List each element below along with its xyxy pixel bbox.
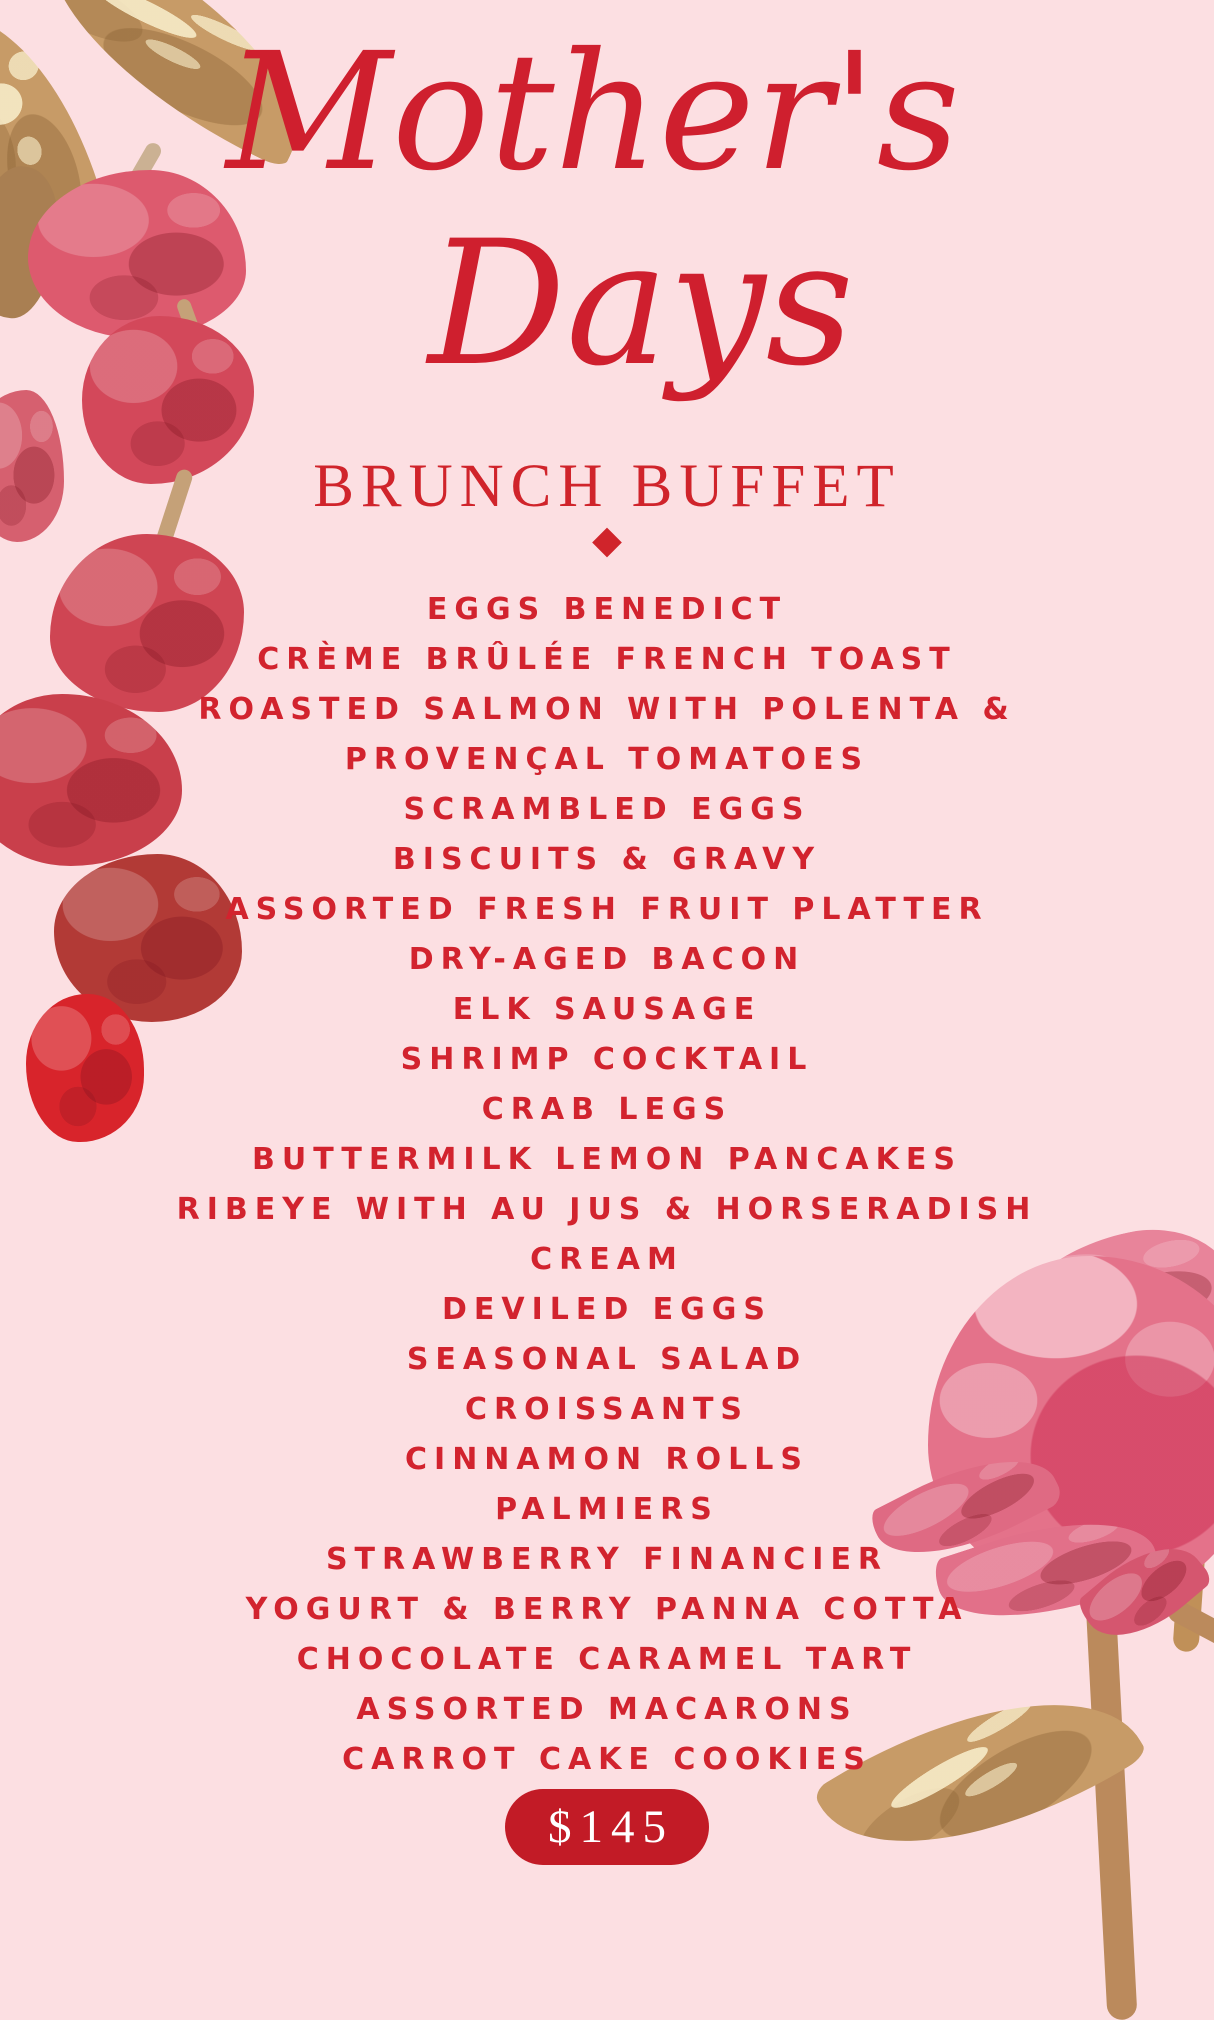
menu-item: DEVILED EGGS xyxy=(441,1292,773,1327)
menu-item: SCRAMBLED EGGS xyxy=(403,792,811,827)
price-badge xyxy=(505,1789,709,1865)
menu-item: EGGS BENEDICT xyxy=(426,592,788,627)
menu-item: BUTTERMILK LEMON PANCAKES xyxy=(252,1142,962,1177)
menu-item: CINNAMON ROLLS xyxy=(405,1442,809,1477)
menu-item: DRY-AGED BACON xyxy=(408,942,806,977)
menu-item: STRAWBERRY FINANCIER xyxy=(325,1542,889,1577)
menu-item: YOGURT & BERRY PANNA COTTA xyxy=(245,1592,969,1627)
menu-item: RIBEYE WITH AU JUS & HORSERADISH CREAM xyxy=(176,1192,1038,1277)
title-script-line1: Mother's xyxy=(226,19,960,207)
menu-list xyxy=(127,585,1087,1785)
menu-item: BISCUITS & GRAVY xyxy=(392,842,822,877)
diamond-divider-icon xyxy=(592,528,622,558)
price-label: $145 xyxy=(548,1801,674,1853)
menu-item: ASSORTED FRESH FRUIT PLATTER xyxy=(225,892,989,927)
menu-item: CRAB LEGS xyxy=(481,1092,733,1127)
menu-item: PALMIERS xyxy=(495,1492,719,1527)
menu-item: CROISSANTS xyxy=(464,1392,750,1427)
title-script-line2: Days xyxy=(428,203,854,404)
menu-item: CHOCOLATE CARAMEL TART xyxy=(296,1642,918,1677)
menu-item: ROASTED SALMON WITH POLENTA & PROVENÇAL TOMATOES xyxy=(198,692,1016,777)
menu-item: SHRIMP COCKTAIL xyxy=(400,1042,814,1077)
menu-item: SEASONAL SALAD xyxy=(406,1342,808,1377)
menu-item: ELK SAUSAGE xyxy=(452,992,762,1027)
menu-item: CRÈME BRÛLÉE FRENCH TOAST xyxy=(257,642,957,677)
menu-item: CARROT CAKE COOKIES xyxy=(342,1742,872,1777)
menu-item: ASSORTED MACARONS xyxy=(356,1692,858,1727)
subtitle-brunch-buffet: BRUNCH BUFFET xyxy=(313,453,901,520)
